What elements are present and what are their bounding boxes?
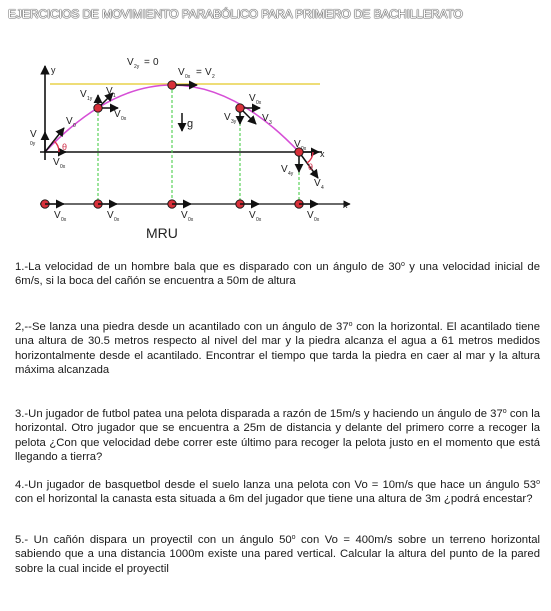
exercise-5: 5.- Un cañón dispara un proyectil con un ángulo 50$^o$ con Vo = 400m/s sobre un terreno horizontal sabiendo que a una distancia 1000m existe una pared vertical. Calcular la altura del punto de la pared sobre la cual incide el proyectil (15, 534, 540, 575)
svg-text:V: V (249, 93, 256, 104)
projection-lines (98, 85, 299, 204)
svg-text:V: V (53, 157, 60, 168)
svg-text:V: V (80, 89, 87, 100)
svg-text:0x: 0x (256, 100, 262, 106)
svg-text:0x: 0x (60, 164, 66, 170)
mru-label: MRU (146, 225, 178, 241)
svg-text:0x: 0x (301, 146, 307, 152)
svg-text:y: y (51, 65, 56, 75)
page-title: EJERCICIOS DE MOVIMIENTO PARABÓLICO PARA PRIMERO DE BACHILLERATO (8, 7, 463, 21)
svg-text:3y: 3y (231, 119, 237, 125)
svg-text:=: = (196, 67, 202, 78)
svg-text:=: = (144, 57, 150, 68)
svg-text:V: V (54, 210, 61, 221)
svg-text:0x: 0x (114, 217, 120, 223)
svg-text:θ: θ (308, 162, 314, 172)
svg-text:V: V (66, 116, 73, 127)
svg-text:1: 1 (113, 93, 116, 99)
svg-text:0x: 0x (185, 74, 191, 80)
svg-text:0: 0 (73, 123, 76, 129)
projectile-motion-diagram (0, 24, 551, 254)
svg-text:V: V (294, 139, 301, 150)
svg-text:g: g (187, 118, 194, 130)
svg-text:V: V (249, 210, 256, 221)
exercise-1: 1.-La velocidad de un hombre bala que es disparado con un ángulo de 30$^o$ y una velocidad inicial de 6m/s, si la boca del cañón se encuentra a 50m de altura (15, 261, 540, 288)
svg-text:0x: 0x (314, 217, 320, 223)
exercise-2: 2,--Se lanza una piedra desde un acantilado con un ángulo de 37$^o$ con la horizontal. El acantilado tiene una altura de 30.5 metros respecto al nivel del mar y la piedra alcanza el agua a 61 metros medidos horizontalmente desde el acantilado. Encontrar el tiempo que tarda la piedra en caer al mar y la altura máxima alcanzada (15, 321, 540, 377)
svg-text:0x: 0x (188, 217, 194, 223)
svg-text:V: V (224, 112, 231, 123)
svg-text:0x: 0x (121, 116, 127, 122)
svg-text:V: V (262, 113, 269, 124)
svg-text:2y: 2y (134, 64, 140, 70)
svg-text:4y: 4y (288, 171, 294, 177)
svg-text:V: V (30, 129, 37, 140)
svg-text:4: 4 (321, 185, 324, 191)
svg-text:V: V (281, 164, 288, 175)
svg-text:3: 3 (269, 120, 272, 126)
svg-text:0x: 0x (256, 217, 262, 223)
exercise-4: 4.-Un jugador de basquetbol desde el suelo lanza una pelota con Vo = 10m/s que hace un ángulo 53$^o$ con el horizontal la canasta esta situada a 6m del jugador que tiene una altura de 3m ¿podrá encestar? (15, 479, 540, 506)
svg-text:2: 2 (212, 74, 215, 80)
svg-text:x: x (320, 149, 325, 159)
svg-text:0y: 0y (30, 141, 36, 147)
svg-text:0x: 0x (61, 217, 67, 223)
svg-text:0: 0 (153, 57, 159, 68)
svg-text:V: V (307, 210, 314, 221)
svg-text:V: V (107, 210, 114, 221)
svg-text:1y: 1y (87, 96, 93, 102)
svg-text:V: V (181, 210, 188, 221)
svg-text:V: V (127, 57, 134, 68)
angle-arc-start (54, 141, 59, 152)
svg-text:V: V (314, 178, 321, 189)
exercise-3: 3.-Un jugador de futbol patea una pelota disparada a razón de 15m/s y haciendo un ángulo de 37$^o$ con la horizontal. Otro jugador que se encuentra a 25m de distancia y delante del primero corre a recoger la pelota ¿Con que velocidad debe correr este último para recoger la pelota justo en el momento que está llegando a tierra? (15, 408, 540, 464)
svg-text:θ: θ (62, 142, 68, 152)
svg-text:V: V (106, 86, 113, 97)
svg-text:x: x (343, 200, 348, 210)
svg-text:V: V (178, 67, 185, 78)
svg-text:V: V (205, 67, 212, 78)
svg-text:V: V (114, 109, 121, 120)
